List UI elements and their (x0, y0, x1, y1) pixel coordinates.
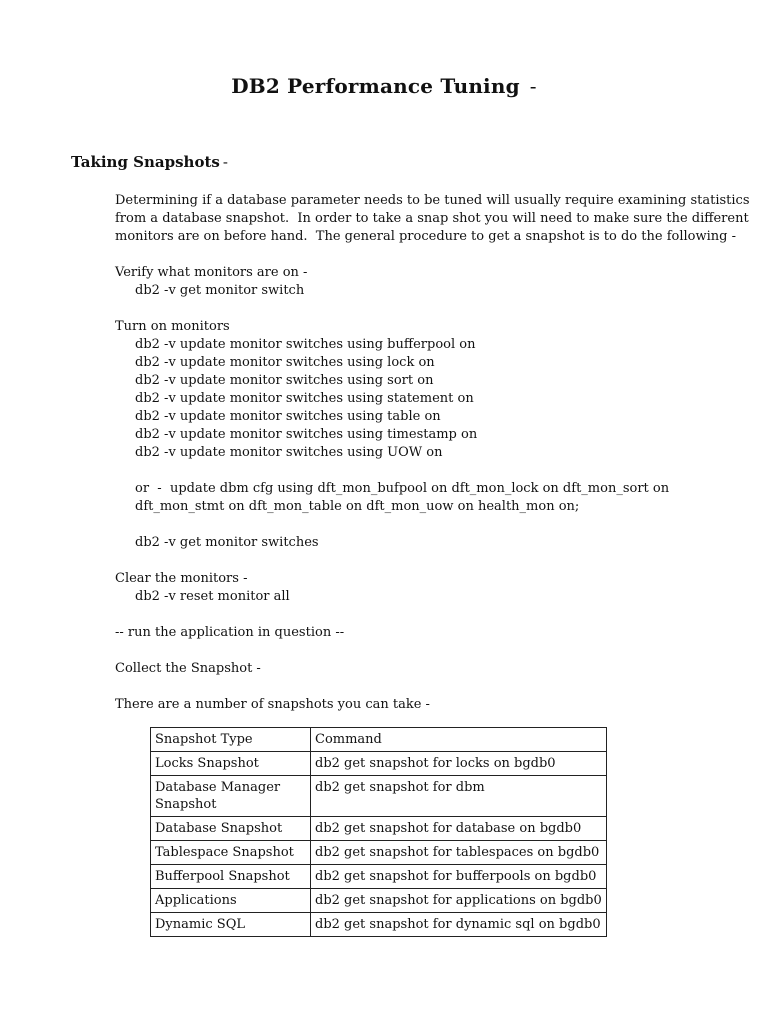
verify-label: Verify what monitors are on - (115, 265, 308, 280)
table-row (151, 841, 607, 865)
table-row (151, 889, 607, 913)
monitor-command: db2 -v update monitor switches using bufferpool on (135, 337, 476, 352)
table-row (151, 913, 607, 937)
monitor-command: db2 -v update monitor switches using UOW on (135, 445, 443, 460)
check-command: db2 -v get monitor switches (135, 535, 319, 550)
snapshot-type: Database Manager Snapshot (151, 776, 311, 817)
monitor-command: db2 -v update monitor switches using sort on (135, 373, 434, 388)
snapshot-command: db2 get snapshot for dynamic sql on bgdb0 (311, 913, 607, 937)
snapshot-type: Applications (151, 889, 311, 913)
table-row (151, 865, 607, 889)
intro-line: Determining if a database parameter needs to be tuned will usually require examining statistics (115, 193, 750, 208)
snapshot-command: db2 get snapshot for applications on bgdb0 (311, 889, 607, 913)
intro-line: monitors are on before hand. The general procedure to get a snapshot is to do the following - (115, 229, 736, 244)
snapshot-table (150, 727, 607, 937)
run-app-note: -- run the application in question -- (115, 625, 345, 640)
snapshot-type: Dynamic SQL (151, 913, 311, 937)
monitor-command: db2 -v update monitor switches using table on (135, 409, 441, 424)
turn-on-label: Turn on monitors (115, 319, 230, 334)
table-row (151, 817, 607, 841)
snapshot-type: Tablespace Snapshot (151, 841, 311, 865)
snapshot-command: db2 get snapshot for dbm (311, 776, 607, 817)
snapshot-intro: There are a number of snapshots you can take - (115, 697, 430, 712)
table-header-row (151, 728, 607, 752)
monitor-command: db2 -v update monitor switches using timestamp on (135, 427, 478, 442)
collect-label: Collect the Snapshot - (115, 661, 261, 676)
section-heading-text: Taking Snapshots (71, 153, 220, 171)
monitor-command: db2 -v update monitor switches using lock on (135, 355, 435, 370)
snapshot-command: db2 get snapshot for database on bgdb0 (311, 817, 607, 841)
verify-command: db2 -v get monitor switch (135, 283, 305, 298)
section-heading-dash: - (222, 153, 228, 171)
alternative-command: or - update dbm cfg using dft_mon_bufpool on dft_mon_lock on dft_mon_sort on (135, 481, 670, 496)
snapshot-command: db2 get snapshot for tablespaces on bgdb0 (311, 841, 607, 865)
page-title (0, 74, 768, 98)
title-dash: - (529, 74, 537, 98)
section-heading (71, 153, 228, 171)
document-body (115, 192, 750, 714)
snapshot-command: db2 get snapshot for locks on bgdb0 (311, 752, 607, 776)
title-text: DB2 Performance Tuning (231, 74, 520, 98)
intro-line: from a database snapshot. In order to take a snap shot you will need to make sure the different (115, 211, 749, 226)
snapshot-command: db2 get snapshot for bufferpools on bgdb0 (311, 865, 607, 889)
snapshot-type: Database Snapshot (151, 817, 311, 841)
snapshot-type: Bufferpool Snapshot (151, 865, 311, 889)
table-header: Command (311, 728, 607, 752)
clear-command: db2 -v reset monitor all (135, 589, 290, 604)
monitor-command: db2 -v update monitor switches using statement on (135, 391, 474, 406)
snapshot-type: Locks Snapshot (151, 752, 311, 776)
clear-label: Clear the monitors - (115, 571, 248, 586)
table-row (151, 776, 607, 817)
table-header: Snapshot Type (151, 728, 311, 752)
table-row (151, 752, 607, 776)
alternative-command: dft_mon_stmt on dft_mon_table on dft_mon_uow on health_mon on; (135, 499, 580, 514)
